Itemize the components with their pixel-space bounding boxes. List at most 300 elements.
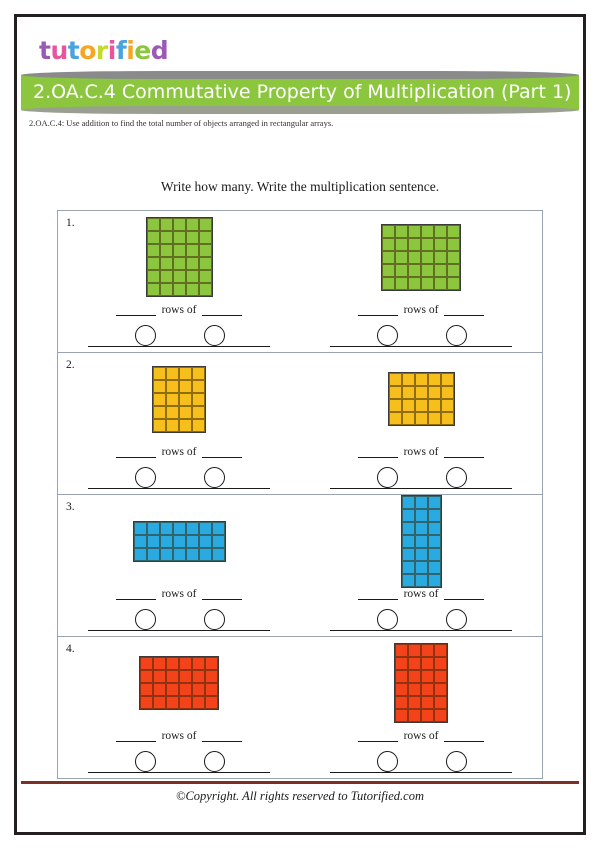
array-cell: [389, 373, 402, 386]
array-cell: [199, 270, 212, 283]
array-cell: [382, 225, 395, 238]
array-cell: [389, 399, 402, 412]
logo-text: [39, 35, 168, 67]
array-cell: [147, 548, 160, 561]
array-cell: [408, 696, 421, 709]
rows-of-label: rows of: [403, 446, 439, 458]
array-cell: [147, 535, 160, 548]
problem-number: 2.: [66, 359, 75, 371]
array-cell: [408, 264, 421, 277]
array-cell: [179, 393, 192, 406]
logo-letter-9: d: [150, 36, 169, 65]
array-cell: [199, 218, 212, 231]
array-grid-left: [139, 656, 219, 710]
array-cell: [205, 683, 218, 696]
array-cell: [395, 264, 408, 277]
array-cell: [160, 257, 173, 270]
operator-circle-equals[interactable]: [204, 325, 225, 346]
logo-letter-5: i: [107, 36, 116, 65]
array-cell: [402, 574, 415, 587]
array-cell: [395, 277, 408, 290]
array-cell: [166, 367, 179, 380]
array-cell: [402, 496, 415, 509]
operator-circle-times[interactable]: [377, 609, 398, 630]
array-cell: [395, 696, 408, 709]
rows-blank-input[interactable]: [116, 730, 156, 742]
array-cell: [434, 264, 447, 277]
of-blank-input[interactable]: [444, 588, 484, 600]
array-cell: [402, 373, 415, 386]
array-cell: [134, 548, 147, 561]
problem-halves: [58, 495, 542, 636]
array-cell: [408, 670, 421, 683]
array-cell: [166, 406, 179, 419]
array-cell: [415, 373, 428, 386]
array-cell: [160, 231, 173, 244]
array-cell: [428, 399, 441, 412]
array-cell: [421, 644, 434, 657]
multiplication-sentence-line-right[interactable]: [330, 751, 512, 773]
array-cell: [173, 218, 186, 231]
rows-of-line-left: [116, 304, 243, 316]
array-cell: [402, 535, 415, 548]
instruction-text: Write how many. Write the multiplication sentence.: [160, 179, 440, 194]
array-cell: [173, 270, 186, 283]
array-cell: [415, 535, 428, 548]
array-cell: [160, 244, 173, 257]
rows-of-line-right: [358, 446, 485, 458]
sentence-underline: [330, 772, 512, 773]
problem-half-right: [300, 495, 542, 636]
problem-half-right: [300, 353, 542, 494]
array-cell: [166, 419, 179, 432]
array-cell: [153, 380, 166, 393]
array-cell: [192, 393, 205, 406]
sentence-underline: [330, 346, 512, 347]
problem-row: [58, 495, 542, 637]
brand-logo[interactable]: [39, 35, 168, 67]
array-cell: [166, 670, 179, 683]
array-cell: [408, 683, 421, 696]
array-cell: [408, 225, 421, 238]
array-cell: [402, 509, 415, 522]
array-cell: [408, 709, 421, 722]
array-cell: [402, 522, 415, 535]
logo-letter-4: r: [95, 36, 108, 65]
array-cell: [199, 548, 212, 561]
standard-description: 2.OA.C.4: Use addition to find the total number of objects arranged in rectangular arrays.: [29, 118, 334, 128]
problem-number: 1.: [66, 217, 75, 229]
sentence-underline: [330, 488, 512, 489]
array-cell: [447, 277, 460, 290]
array-cell: [160, 522, 173, 535]
array-cell: [441, 373, 454, 386]
array-cell: [395, 238, 408, 251]
logo-letter-2: t: [67, 36, 80, 65]
array-cell: [428, 412, 441, 425]
array-cell: [428, 509, 441, 522]
problem-number: 4.: [66, 643, 75, 655]
array-cell: [205, 670, 218, 683]
array-cell: [421, 683, 434, 696]
rows-of-line-left: [116, 588, 243, 600]
array-cell: [147, 218, 160, 231]
array-cell: [134, 535, 147, 548]
array-cell: [382, 277, 395, 290]
array-cell: [434, 277, 447, 290]
rows-of-line-right: [358, 730, 485, 742]
array-cell: [447, 225, 460, 238]
operator-circle-equals[interactable]: [204, 609, 225, 630]
sentence-underline: [88, 630, 270, 631]
array-cell: [199, 231, 212, 244]
array-cell: [434, 657, 447, 670]
array-cell: [199, 244, 212, 257]
array-cell: [186, 231, 199, 244]
array-cell: [402, 386, 415, 399]
array-cell: [186, 283, 199, 296]
array-zone-left: [58, 211, 300, 303]
logo-letter-3: o: [79, 36, 96, 65]
array-cell: [147, 270, 160, 283]
array-cell: [434, 670, 447, 683]
array-cell: [428, 535, 441, 548]
rows-of-line-left: [116, 446, 243, 458]
array-cell: [382, 251, 395, 264]
array-cell: [179, 696, 192, 709]
array-cell: [428, 522, 441, 535]
multiplication-sentence-line-left[interactable]: [88, 325, 270, 347]
array-cell: [408, 251, 421, 264]
rows-blank-input[interactable]: [116, 446, 156, 458]
array-cell: [408, 657, 421, 670]
array-cell: [160, 218, 173, 231]
problem-half-left: [58, 495, 300, 636]
rows-blank-input[interactable]: [358, 446, 398, 458]
array-cell: [186, 244, 199, 257]
logo-letter-6: f: [115, 36, 127, 65]
array-cell: [147, 283, 160, 296]
array-cell: [415, 496, 428, 509]
multiplication-sentence-line-right[interactable]: [330, 325, 512, 347]
rows-of-line-left: [116, 730, 243, 742]
of-blank-input[interactable]: [444, 730, 484, 742]
array-zone-left: [58, 637, 300, 729]
rows-of-label: rows of: [161, 730, 197, 742]
operator-circle-times[interactable]: [377, 325, 398, 346]
multiplication-sentence-line-right[interactable]: [330, 467, 512, 489]
array-cell: [140, 683, 153, 696]
rows-of-label: rows of: [161, 446, 197, 458]
array-cell: [134, 522, 147, 535]
array-cell: [179, 406, 192, 419]
array-cell: [199, 535, 212, 548]
logo-letter-7: i: [126, 36, 135, 65]
page-title: 2.OA.C.4 Commutative Property of Multiplication (Part 1): [33, 81, 572, 103]
array-grid-left: [133, 521, 226, 562]
array-cell: [147, 522, 160, 535]
sentence-underline: [330, 630, 512, 631]
array-cell: [147, 231, 160, 244]
array-cell: [192, 657, 205, 670]
array-cell: [186, 270, 199, 283]
array-cell: [415, 412, 428, 425]
array-cell: [447, 264, 460, 277]
array-cell: [389, 386, 402, 399]
array-cell: [179, 367, 192, 380]
array-cell: [421, 277, 434, 290]
rows-blank-input[interactable]: [116, 588, 156, 600]
sentence-underline: [88, 772, 270, 773]
array-cell: [415, 561, 428, 574]
worksheet-sheet: [21, 21, 579, 828]
problem-half-right: [300, 637, 542, 778]
array-cell: [441, 412, 454, 425]
array-cell: [173, 257, 186, 270]
problem-row: [58, 637, 542, 779]
array-cell: [428, 561, 441, 574]
problem-half-left: [58, 637, 300, 778]
array-cell: [395, 709, 408, 722]
array-cell: [395, 251, 408, 264]
array-cell: [160, 535, 173, 548]
problem-half-left: [58, 353, 300, 494]
array-cell: [179, 380, 192, 393]
array-cell: [447, 238, 460, 251]
rows-of-line-right: [358, 304, 485, 316]
array-zone-right: [300, 637, 542, 729]
array-cell: [179, 419, 192, 432]
array-cell: [153, 419, 166, 432]
array-cell: [421, 225, 434, 238]
problem-row: [58, 211, 542, 353]
array-cell: [192, 670, 205, 683]
array-cell: [205, 657, 218, 670]
operator-circle-times[interactable]: [135, 467, 156, 488]
array-cell: [192, 367, 205, 380]
array-cell: [199, 283, 212, 296]
array-cell: [389, 412, 402, 425]
array-cell: [415, 548, 428, 561]
array-zone-left: [58, 353, 300, 445]
operator-circle-equals[interactable]: [446, 751, 467, 772]
problem-half-right: [300, 211, 542, 352]
array-cell: [205, 696, 218, 709]
array-cell: [395, 670, 408, 683]
operator-circle-times[interactable]: [135, 609, 156, 630]
array-cell: [428, 574, 441, 587]
array-cell: [212, 522, 225, 535]
logo-letter-1: u: [50, 36, 68, 65]
multiplication-sentence-line-right[interactable]: [330, 609, 512, 631]
array-cell: [153, 670, 166, 683]
array-cell: [160, 548, 173, 561]
operator-circle-equals[interactable]: [446, 609, 467, 630]
array-cell: [160, 283, 173, 296]
array-cell: [153, 406, 166, 419]
array-cell: [179, 683, 192, 696]
array-cell: [186, 522, 199, 535]
operator-circle-times[interactable]: [377, 467, 398, 488]
array-cell: [173, 283, 186, 296]
multiplication-sentence-line-left[interactable]: [88, 609, 270, 631]
array-cell: [173, 231, 186, 244]
array-cell: [140, 696, 153, 709]
array-cell: [147, 244, 160, 257]
operator-circle-equals[interactable]: [446, 325, 467, 346]
logo-letter-0: t: [39, 36, 51, 65]
array-cell: [173, 535, 186, 548]
problem-half-left: [58, 211, 300, 352]
array-cell: [434, 225, 447, 238]
array-cell: [415, 522, 428, 535]
rows-of-label: rows of: [403, 588, 439, 600]
array-cell: [199, 522, 212, 535]
array-grid-right: [388, 372, 455, 426]
footer-divider: [21, 781, 579, 784]
array-cell: [395, 657, 408, 670]
array-cell: [173, 522, 186, 535]
array-cell: [395, 683, 408, 696]
array-cell: [166, 657, 179, 670]
array-cell: [192, 380, 205, 393]
array-cell: [434, 644, 447, 657]
array-cell: [153, 367, 166, 380]
of-blank-input[interactable]: [202, 446, 242, 458]
of-blank-input[interactable]: [202, 730, 242, 742]
array-zone-right: [300, 353, 542, 445]
array-cell: [415, 399, 428, 412]
array-cell: [428, 373, 441, 386]
rows-of-label: rows of: [403, 304, 439, 316]
operator-circle-equals[interactable]: [204, 751, 225, 772]
of-blank-input[interactable]: [202, 304, 242, 316]
array-cell: [415, 386, 428, 399]
array-zone-right: [300, 211, 542, 303]
array-cell: [140, 657, 153, 670]
rows-of-line-right: [358, 588, 485, 600]
logo-letter-8: e: [134, 36, 151, 65]
array-cell: [166, 696, 179, 709]
footer-copyright: ©Copyright. All rights reserved to Tutorified.com: [175, 789, 425, 803]
array-cell: [415, 509, 428, 522]
array-cell: [402, 412, 415, 425]
rows-blank-input[interactable]: [358, 304, 398, 316]
array-cell: [434, 709, 447, 722]
array-cell: [395, 644, 408, 657]
array-cell: [192, 419, 205, 432]
array-cell: [434, 683, 447, 696]
array-cell: [179, 670, 192, 683]
array-cell: [434, 238, 447, 251]
array-zone-left: [58, 495, 300, 587]
array-cell: [166, 393, 179, 406]
problem-halves: [58, 211, 542, 352]
array-cell: [153, 657, 166, 670]
array-cell: [212, 535, 225, 548]
operator-circle-equals[interactable]: [446, 467, 467, 488]
array-cell: [415, 574, 428, 587]
title-banner: [21, 75, 579, 110]
array-cell: [402, 399, 415, 412]
array-cell: [421, 670, 434, 683]
array-cell: [186, 218, 199, 231]
array-zone-right: [300, 495, 542, 587]
array-cell: [421, 696, 434, 709]
array-cell: [186, 535, 199, 548]
array-cell: [395, 225, 408, 238]
array-cell: [166, 683, 179, 696]
array-grid-left: [152, 366, 206, 433]
array-cell: [421, 657, 434, 670]
sentence-underline: [88, 488, 270, 489]
array-cell: [153, 696, 166, 709]
of-blank-input[interactable]: [444, 304, 484, 316]
array-cell: [382, 264, 395, 277]
rows-of-label: rows of: [161, 304, 197, 316]
array-cell: [428, 386, 441, 399]
array-cell: [140, 670, 153, 683]
array-cell: [179, 657, 192, 670]
array-cell: [421, 709, 434, 722]
array-grid-right: [401, 495, 442, 588]
array-cell: [173, 548, 186, 561]
array-cell: [441, 386, 454, 399]
array-cell: [186, 257, 199, 270]
rows-blank-input[interactable]: [116, 304, 156, 316]
of-blank-input[interactable]: [444, 446, 484, 458]
array-cell: [153, 393, 166, 406]
multiplication-sentence-line-left[interactable]: [88, 467, 270, 489]
array-cell: [402, 548, 415, 561]
array-cell: [421, 238, 434, 251]
array-cell: [160, 270, 173, 283]
array-cell: [166, 380, 179, 393]
array-grid-right: [394, 643, 448, 723]
multiplication-sentence-line-left[interactable]: [88, 751, 270, 773]
rows-of-label: rows of: [161, 588, 197, 600]
array-cell: [402, 561, 415, 574]
rows-blank-input[interactable]: [358, 730, 398, 742]
array-cell: [173, 244, 186, 257]
operator-circle-times[interactable]: [135, 751, 156, 772]
array-cell: [186, 548, 199, 561]
array-cell: [192, 683, 205, 696]
array-cell: [192, 696, 205, 709]
array-cell: [421, 251, 434, 264]
operator-circle-equals[interactable]: [204, 467, 225, 488]
rows-of-label: rows of: [403, 730, 439, 742]
array-cell: [408, 277, 421, 290]
array-cell: [421, 264, 434, 277]
array-cell: [212, 548, 225, 561]
operator-circle-times[interactable]: [377, 751, 398, 772]
of-blank-input[interactable]: [202, 588, 242, 600]
problem-row: [58, 353, 542, 495]
operator-circle-times[interactable]: [135, 325, 156, 346]
problem-list: [57, 210, 543, 779]
array-cell: [382, 238, 395, 251]
array-cell: [147, 257, 160, 270]
array-cell: [434, 696, 447, 709]
array-grid-left: [146, 217, 213, 297]
problem-halves: [58, 637, 542, 778]
rows-blank-input[interactable]: [358, 588, 398, 600]
array-grid-right: [381, 224, 461, 291]
array-cell: [428, 496, 441, 509]
array-cell: [408, 644, 421, 657]
array-cell: [192, 406, 205, 419]
